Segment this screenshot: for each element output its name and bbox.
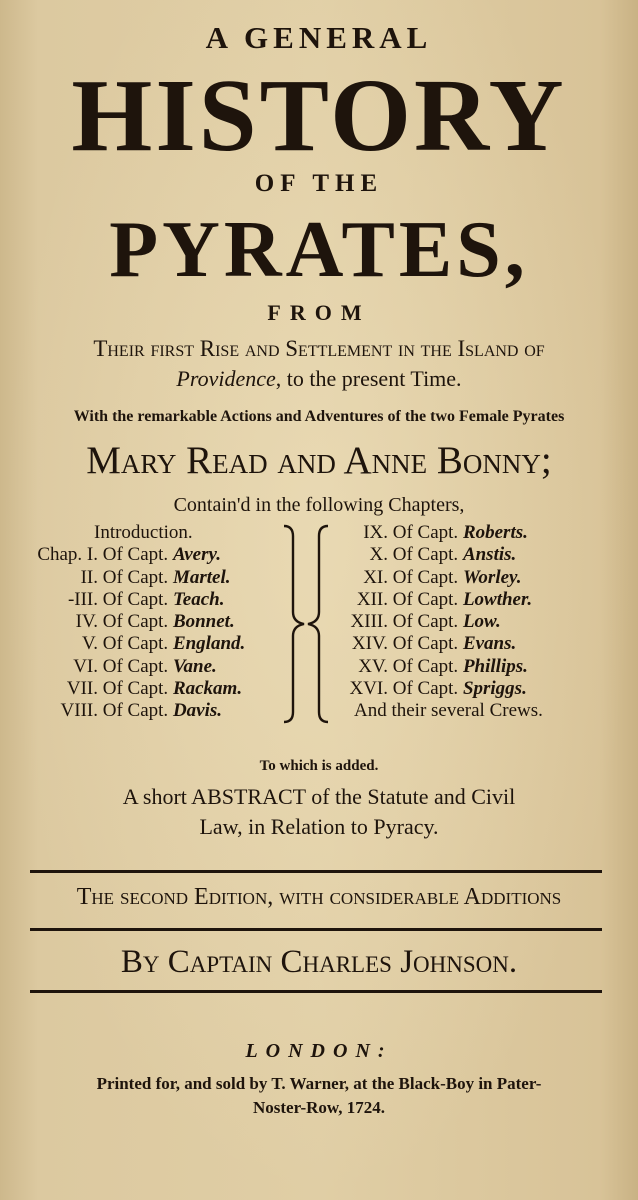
toc-right-column [328, 522, 628, 723]
toc-entry: Introduction. [94, 522, 193, 543]
captain-name: Vane. [172, 655, 217, 677]
title-from: FROM [267, 300, 371, 325]
author-line: By Captain Charles Johnson. [120, 944, 518, 980]
chapter-number: II. [80, 566, 98, 588]
edition-line: The second Edition, with considerable Additions [76, 884, 562, 910]
title-pyrates: PYRATES, [109, 206, 529, 294]
chapter-number: VIII. [60, 700, 98, 722]
chapter-prefix: Of Capt. [102, 633, 169, 655]
abstract-line-2: Law, in Relation to Pyracy. [199, 814, 439, 839]
chapter-number: IV. [75, 611, 98, 633]
toc-entry [18, 611, 280, 633]
captain-name: Low. [462, 611, 501, 633]
toc-entry [328, 567, 628, 589]
chapter-prefix: Of Capt. [392, 655, 459, 677]
toc-entry [18, 589, 280, 611]
left-brace [284, 526, 304, 722]
chapter-prefix: Of Capt. [102, 611, 169, 633]
captain-name: Phillips. [462, 655, 528, 677]
chapter-prefix: Of Capt. [102, 678, 169, 700]
imprint-line-2: Noster-Row, 1724. [252, 1098, 386, 1117]
chapter-number: XV. [358, 655, 388, 677]
captain-name: Bonnet. [172, 611, 235, 633]
title-history: HISTORY [71, 58, 567, 173]
chapter-number: -III. [67, 588, 98, 610]
chapter-number: XII. [356, 588, 388, 610]
chapter-prefix: Of Capt. [392, 678, 459, 700]
captain-name: Anstis. [462, 544, 517, 566]
female-pyrates-names: Mary Read and Anne Bonny; [86, 439, 552, 482]
captain-name: Martel. [172, 566, 231, 588]
captain-name: England. [172, 633, 246, 655]
toc-entry [18, 567, 280, 589]
chapter-prefix: Of Capt. [392, 611, 459, 633]
subtitle-present-time: , to the present Time. [275, 366, 462, 391]
chapter-number: VII. [66, 678, 98, 700]
captain-name: Roberts. [462, 522, 528, 543]
captain-name: Lowther. [462, 588, 533, 610]
chapter-number: XVI. [349, 678, 388, 700]
rule-divider [30, 990, 602, 993]
subtitle-providence: Providence [176, 366, 276, 391]
chapter-number: Chap. I. [37, 544, 98, 566]
chapter-number: XI. [363, 566, 388, 588]
remarkable-actions-line: With the remarkable Actions and Adventures of the two Female Pyrates [73, 408, 565, 425]
chapter-prefix: Of Capt. [102, 566, 169, 588]
chapter-prefix: Of Capt. [392, 566, 459, 588]
to-which-added: To which is added. [259, 758, 379, 774]
chapter-prefix: Of Capt. [102, 544, 169, 566]
chapter-number: XIII. [350, 611, 388, 633]
toc-entry [18, 656, 280, 678]
rule-divider [30, 928, 602, 931]
chapter-prefix: Of Capt. [392, 633, 459, 655]
chapter-number: VI. [73, 655, 98, 677]
contained-chapters-line: Contain'd in the following Chapters, [173, 494, 465, 516]
chapter-prefix: Of Capt. [102, 588, 169, 610]
toc-entry [18, 678, 280, 700]
toc-brackets [280, 524, 332, 724]
chapter-number: V. [81, 633, 98, 655]
toc-entry [18, 633, 280, 655]
chapter-prefix: Of Capt. [102, 655, 169, 677]
toc-entry [328, 656, 628, 678]
captain-name: Worley. [462, 566, 522, 588]
toc-entry [328, 678, 628, 700]
captain-name: Avery. [172, 544, 221, 566]
toc-entry [18, 700, 280, 722]
abstract-line-1: A short ABSTRACT of the Statute and Civil [122, 784, 516, 809]
toc-entry: And their several Crews. [354, 700, 543, 722]
captain-name: Rackam. [172, 678, 243, 700]
chapter-number: X. [369, 544, 388, 566]
right-brace [308, 526, 328, 722]
captain-name: Davis. [172, 700, 223, 722]
toc-entry [18, 544, 280, 566]
imprint-line-1: Printed for, and sold by T. Warner, at the Black-Boy in Pater- [96, 1074, 542, 1093]
imprint-city: LONDON: [245, 1040, 393, 1062]
captain-name: Teach. [172, 588, 225, 610]
chapter-number: XIV. [351, 633, 388, 655]
subtitle-line-2 [0, 366, 638, 392]
captain-name: Spriggs. [462, 678, 527, 700]
chapter-number: IX. [363, 522, 388, 543]
chapter-prefix: Of Capt. [102, 700, 169, 722]
toc-entry [328, 611, 628, 633]
toc-entry [328, 522, 628, 544]
toc-entry [328, 544, 628, 566]
toc-entry [328, 633, 628, 655]
captain-name: Evans. [462, 633, 517, 655]
toc-entry [328, 589, 628, 611]
title-line-of-the: OF THE [254, 170, 384, 197]
chapter-prefix: Of Capt. [392, 588, 459, 610]
title-line-a-general: A GENERAL [205, 20, 433, 55]
chapter-prefix: Of Capt. [392, 544, 459, 566]
subtitle-line-1: Their first Rise and Settlement in the Island of [93, 336, 545, 361]
rule-divider [30, 870, 602, 873]
chapter-prefix: Of Capt. [392, 522, 459, 543]
toc-left-column [18, 522, 280, 723]
